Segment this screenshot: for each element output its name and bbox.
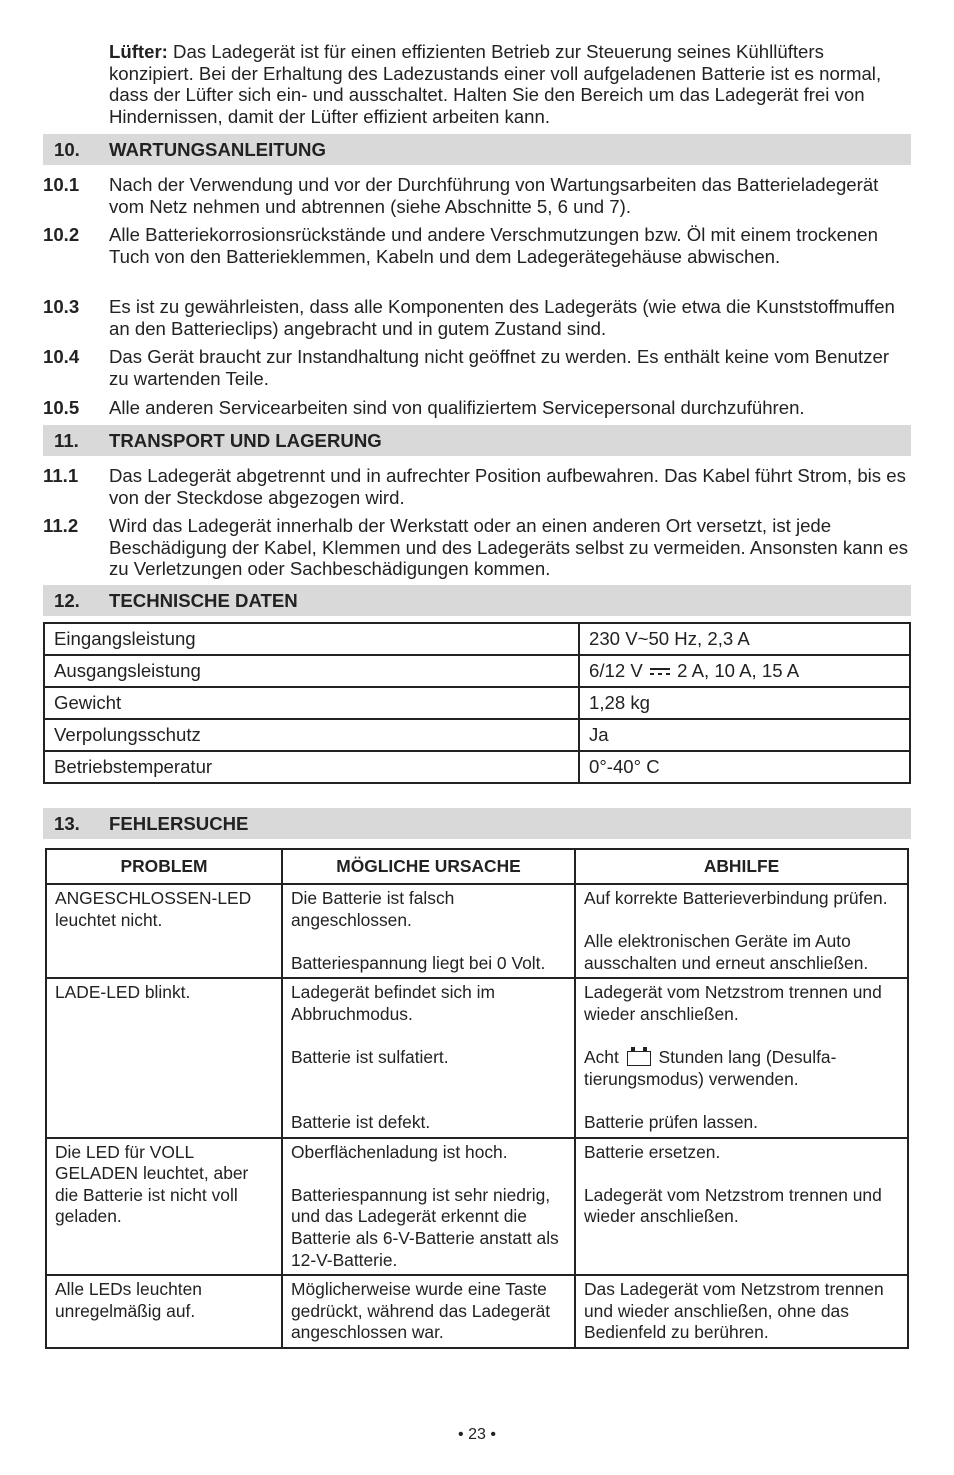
battery-desulfation-icon — [626, 1047, 652, 1065]
spec-key: Ausgangsleistung — [44, 655, 579, 687]
dc-current-icon — [650, 666, 670, 678]
page-number: • 23 • — [458, 1426, 496, 1443]
spec-value-prefix: 6/12 V — [589, 660, 643, 681]
item-number: 10.5 — [43, 397, 80, 418]
item-text: Alle Batteriekorrosionsrückstände und andere Verschmutzungen bzw. Öl mit einem trockenen Tuch von den Batterieklemmen, Kabeln und dem Ladegerätegehäuse abwischen. — [109, 224, 878, 267]
remedy-text: Alle elektronischen Geräte im Auto ausschalten und erneut anschließen. — [584, 931, 869, 973]
column-header-remedy: ABHILFE — [575, 849, 908, 884]
problem-cell: LADE-LED blinkt. — [46, 978, 282, 1137]
fan-text: Das Ladegerät ist für einen effizienten Betrieb zur Steuerung seines Kühllüfters konzipiert. Bei der Erhaltung des Ladezustands einer voll aufgeladenen Batterie ist es normal, dass der Lüfter sich ein- und ausschaltet. Halten Sie den Bereich um das Ladegerät frei von Hindernissen, damit der Lüfter effizient arbeiten kann. — [109, 41, 882, 127]
item-number: 10.1 — [43, 174, 80, 195]
cause-text: Batterie ist defekt. — [291, 1111, 431, 1132]
item-text: Nach der Verwendung und vor der Durchführung von Wartungsarbeiten das Batterieladegerät vom Netz nehmen und abtrennen (siehe Abschnitte 5, 6 und 7). — [109, 174, 879, 217]
section-heading-13 — [43, 808, 911, 839]
item-text: Das Gerät braucht zur Instandhaltung nicht geöffnet zu werden. Es enthält keine vom Benutzer zu wartenden Teile. — [109, 346, 890, 389]
troubleshooting-table — [45, 848, 909, 1349]
cause-cell — [282, 978, 575, 1137]
remedy-cell — [575, 1275, 908, 1348]
spec-value: Ja — [579, 719, 910, 751]
cause-cell — [282, 1275, 575, 1348]
remedy-cell — [575, 884, 908, 978]
remedy-text: Ladegerät vom Netzstrom trennen und wieder anschließen. — [584, 982, 882, 1024]
section-heading-11 — [43, 425, 911, 456]
table-row — [44, 687, 910, 719]
section-number: 10. — [54, 139, 80, 160]
remedy-text: Batterie ersetzen. — [584, 1141, 721, 1162]
cause-text: Die Batterie ist falsch angeschlossen. — [291, 888, 455, 930]
problem-cell: Die LED für VOLL GELADEN leuchtet, aber die Batterie ist nicht voll geladen. — [46, 1138, 282, 1276]
table-row — [46, 1138, 908, 1276]
item-number: 10.2 — [43, 224, 80, 245]
section-number: 12. — [54, 590, 80, 611]
remedy-text — [584, 1047, 899, 1090]
spec-key: Betriebstemperatur — [44, 751, 579, 783]
problem-cell: ANGESCHLOSSEN-LED leuchtet nicht. — [46, 884, 282, 978]
remedy-text: Auf korrekte Batterieverbindung prüfen. — [584, 888, 888, 908]
spec-key: Eingangsleistung — [44, 623, 579, 655]
table-header-row — [46, 849, 908, 884]
spec-key: Gewicht — [44, 687, 579, 719]
table-row — [44, 719, 910, 751]
spec-value: 230 V~50 Hz, 2,3 A — [579, 623, 910, 655]
column-header-problem: PROBLEM — [46, 849, 282, 884]
remedy-cell — [575, 1138, 908, 1276]
table-row — [44, 623, 910, 655]
remedy-suffix: Stunden lang (Desulfa-tierungsmodus) verwenden. — [584, 1047, 837, 1089]
remedy-cell — [575, 978, 908, 1137]
table-row — [44, 751, 910, 783]
item-number: 11.2 — [43, 515, 79, 536]
remedy-text: Batterie prüfen lassen. — [584, 1111, 759, 1132]
item-number: 10.4 — [43, 346, 80, 367]
table-row — [46, 884, 908, 978]
spec-value: 1,28 kg — [579, 687, 910, 719]
technical-data-table — [43, 622, 911, 784]
remedy-text: Das Ladegerät vom Netzstrom trennen und wieder anschließen, ohne das Bedienfeld zu berühren. — [584, 1279, 884, 1343]
cause-text: Batterie ist sulfatiert. — [291, 1047, 449, 1068]
remedy-text: Ladegerät vom Netzstrom trennen und wieder anschließen. — [584, 1184, 882, 1227]
table-row — [46, 1275, 908, 1348]
spec-value-suffix: 2 A, 10 A, 15 A — [677, 660, 800, 681]
table-row — [44, 655, 910, 687]
item-text: Es ist zu gewährleisten, dass alle Komponenten des Ladegeräts (wie etwa die Kunststoffmuffen an den Batterieclips) angebracht und in gutem Zustand sind. — [109, 296, 895, 339]
section-title: FEHLERSUCHE — [109, 813, 249, 834]
spec-value — [579, 655, 910, 687]
item-text: Das Ladegerät abgetrennt und in aufrechter Position aufbewahren. Das Kabel führt Strom, bis es von der Steckdose abgezogen wird. — [109, 465, 906, 508]
fan-paragraph — [109, 41, 909, 127]
item-text: Alle anderen Servicearbeiten sind von qualifiziertem Servicepersonal durchzuführen. — [109, 397, 805, 418]
fan-label: Lüfter: — [109, 41, 168, 62]
cause-text: Batteriespannung liegt bei 0 Volt. — [291, 952, 546, 973]
section-heading-10 — [43, 134, 911, 165]
section-title: TECHNISCHE DATEN — [109, 590, 298, 611]
section-title: TRANSPORT UND LAGERUNG — [109, 430, 382, 451]
section-number: 13. — [54, 813, 80, 834]
cause-text: Oberflächenladung ist hoch. — [291, 1141, 508, 1162]
cause-text: Batteriespannung ist sehr niedrig, und das Ladegerät erkennt die Batterie als 6-V-Batterie anstatt als 12-V-Batterie. — [291, 1184, 559, 1270]
item-text: Wird das Ladegerät innerhalb der Werkstatt oder an einen anderen Ort versetzt, ist jede Beschädigung der Kabel, Klemmen und des Ladegeräts selbst zu vermeiden. Ansonsten kann es zu Verletzungen oder Sachbeschädigungen kommen. — [109, 515, 909, 580]
cause-text: Ladegerät befindet sich im Abbruchmodus. — [291, 982, 495, 1024]
item-number: 11.1 — [43, 465, 79, 486]
column-header-cause: MÖGLICHE URSACHE — [282, 849, 575, 884]
cause-cell — [282, 1138, 575, 1276]
problem-cell: Alle LEDs leuchten unregelmäßig auf. — [46, 1275, 282, 1348]
cause-cell — [282, 884, 575, 978]
spec-value: 0°-40° C — [579, 751, 910, 783]
remedy-prefix: Acht — [584, 1047, 619, 1068]
section-title: WARTUNGSANLEITUNG — [109, 139, 326, 160]
item-number: 10.3 — [43, 296, 80, 317]
section-heading-12 — [43, 585, 911, 616]
spec-key: Verpolungsschutz — [44, 719, 579, 751]
table-row — [46, 978, 908, 1137]
cause-text: Möglicherweise wurde eine Taste gedrückt, während das Ladegerät angeschlossen war. — [291, 1279, 551, 1343]
section-number: 11. — [54, 430, 79, 451]
